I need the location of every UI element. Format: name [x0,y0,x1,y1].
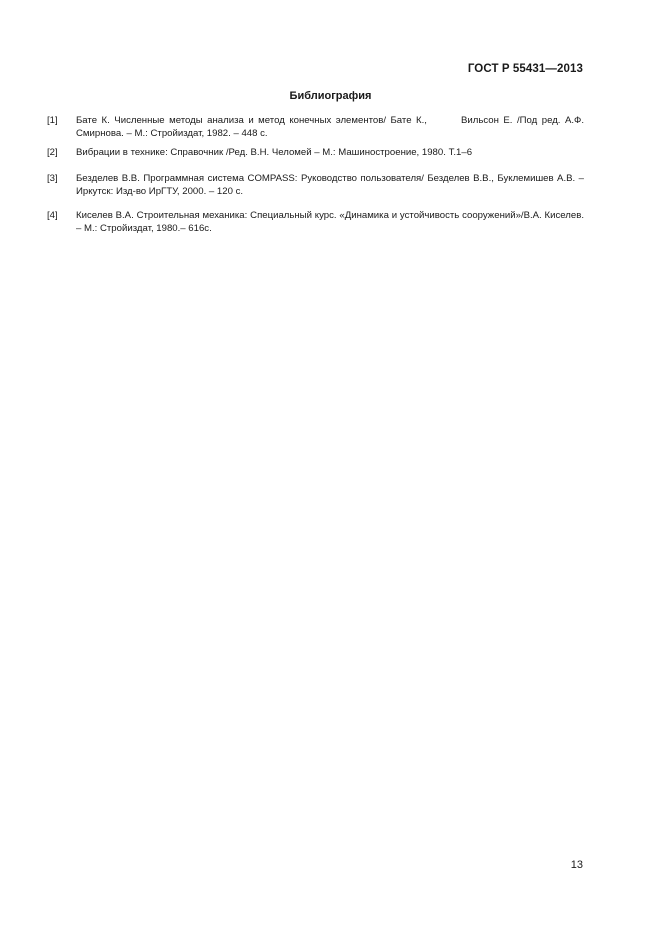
section-title: Библиография [289,90,372,102]
bibliography-entry-2 [47,146,584,159]
entry-text [76,114,584,140]
bibliography-list [47,114,584,235]
entry-number: [1] [47,115,58,126]
standard-code: ГОСТ Р 55431—2013 [467,63,583,75]
bibliography-entry-3 [47,172,584,198]
bibliography-entry-1 [47,114,584,140]
entry-text: Киселев В.А. Строительная механика: Специальный курс. «Динамика и устойчивость сооружений»/В.А. Киселев. – М.: Стройиздат, 1980.– 616с. [76,210,584,234]
bibliography-entry-4 [47,209,584,235]
entry-text: Вибрации в технике: Справочник /Ред. В.Н. Челомей – М.: Машиностроение, 1980. Т.1–6 [76,147,473,158]
entry-number: [4] [47,210,58,221]
entry-text-part2: Вильсон Е. /Под ред. А.Ф. Смирнова. – М.: Стройиздат, 1982. – 448 с. [76,115,585,139]
entry-number: [3] [47,173,58,184]
page-number: 13 [570,859,583,871]
entry-text-part1: Бате К. Численные методы анализа и метод конечных элементов/ Бате К., [76,115,427,126]
entry-text: Безделев В.В. Программная система COMPASS: Руководство пользователя/ Безделев В.В., Буклемишев А.В. – Иркутск: Изд-во ИрГТУ, 2000. – 120 с. [76,173,584,197]
entry-number: [2] [47,147,58,158]
